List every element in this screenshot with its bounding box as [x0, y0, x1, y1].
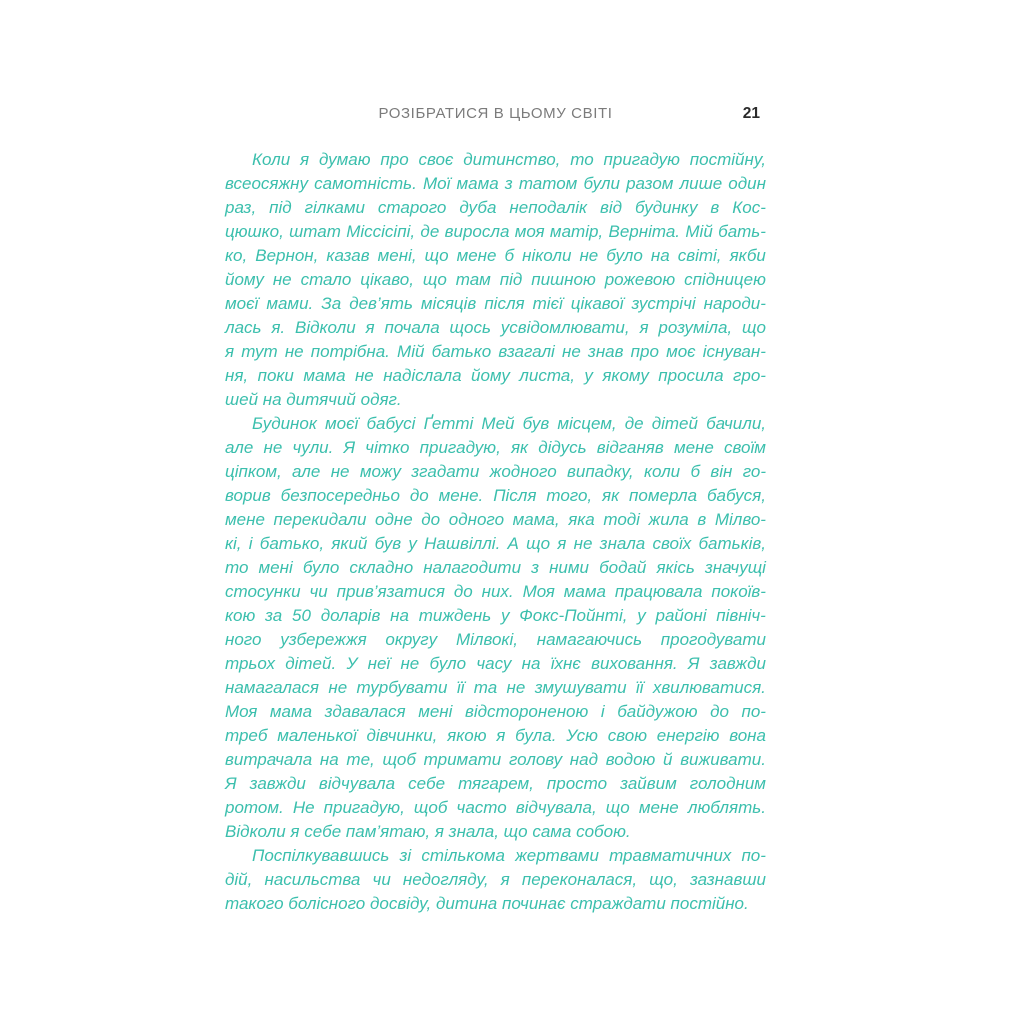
text-line: кою за 50 доларів на тиждень у Фокс-Пойнті, у районі північ- [225, 606, 766, 625]
text-line: ного узбережжя округу Мілвокі, намагаючись прогодувати [225, 630, 766, 649]
text-line: Я завжди відчувала себе тягарем, просто зайвим голодним [225, 774, 766, 793]
text-line: Поспілкувавшись зі стількома жертвами травматичних по- [252, 846, 766, 865]
text-line: ротом. Не пригадую, щоб часто відчувала, що мене люблять. [225, 798, 766, 817]
running-head [225, 104, 766, 124]
running-head-title: РОЗІБРАТИСЯ В ЦЬОМУ СВІТІ [378, 105, 613, 122]
text-line: трьох дітей. У неї не було часу на їхнє виховання. Я завжди [225, 654, 766, 673]
text-line: лась я. Відколи я почала щось усвідомлювати, я розуміла, що [225, 318, 766, 337]
text-line: дій, насильства чи недогляду, я переконалася, що, зазнавши [225, 870, 766, 889]
text-line: Будинок моєї бабусі Ґетті Мей був місцем, де дітей бачили, [252, 414, 766, 433]
text-line: ня, поки мама не надіслала йому листа, у якому просила гро- [225, 366, 766, 385]
text-line: мене перекидали одне до одного мама, яка тоді жила в Мілво- [225, 510, 766, 529]
text-line: моєї мами. За дев’ять місяців після тієї цікавої зустрічі народи- [225, 294, 766, 313]
page-body [225, 148, 766, 916]
text-line: кі, і батько, який був у Нашвіллі. А що я не знала своїх батьків, [225, 534, 766, 553]
text-line: всеосяжну самотність. Мої мама з татом були разом лише один [225, 174, 766, 193]
text-line: треб маленької дівчинки, якою я була. Усю свою енергію вона [225, 726, 766, 745]
text-line: то мені було складно налагодити з ними бодай якісь значущі [225, 558, 766, 577]
text-line: Коли я думаю про своє дитинство, то пригадую постійну, [252, 150, 766, 169]
text-line: Відколи я себе пам’ятаю, я знала, що сама собою. [225, 822, 631, 841]
text-line: ціпком, але не можу згадати жодного випадку, коли б він го- [225, 462, 766, 481]
text-line: я тут не потрібна. Мій батько взагалі не знав про моє існуван- [225, 342, 766, 361]
text-line: Моя мама здавалася мені відстороненою і байдужою до по- [225, 702, 766, 721]
text-line: але не чули. Я чітко пригадую, як дідусь відганяв мене своїм [225, 438, 766, 457]
text-line: витрачала на те, щоб тримати голову над водою й виживати. [225, 750, 766, 769]
text-line: ко, Вернон, казав мені, що мене б ніколи не було на світі, якби [225, 246, 766, 265]
text-line: стосунки чи прив’язатися до них. Моя мама працювала покоїв- [225, 582, 766, 601]
text-line: йому не стало цікаво, що там під пишною рожевою спідницею [225, 270, 766, 289]
text-line: цюшко, штат Міссісіпі, де виросла моя матір, Верніта. Мій бать- [225, 222, 766, 241]
text-line: такого болісного досвіду, дитина починає страждати постійно. [225, 894, 749, 913]
text-line: намагалася не турбувати її та не змушувати її хвилюватися. [225, 678, 766, 697]
text-line: ворив безпосередньо до мене. Після того, як померла бабуся, [225, 486, 766, 505]
text-line: раз, під гілками старого дуба неподалік від будинку в Кос- [225, 198, 766, 217]
text-line: шей на дитячий одяг. [225, 390, 402, 409]
page-number: 21 [742, 105, 760, 122]
